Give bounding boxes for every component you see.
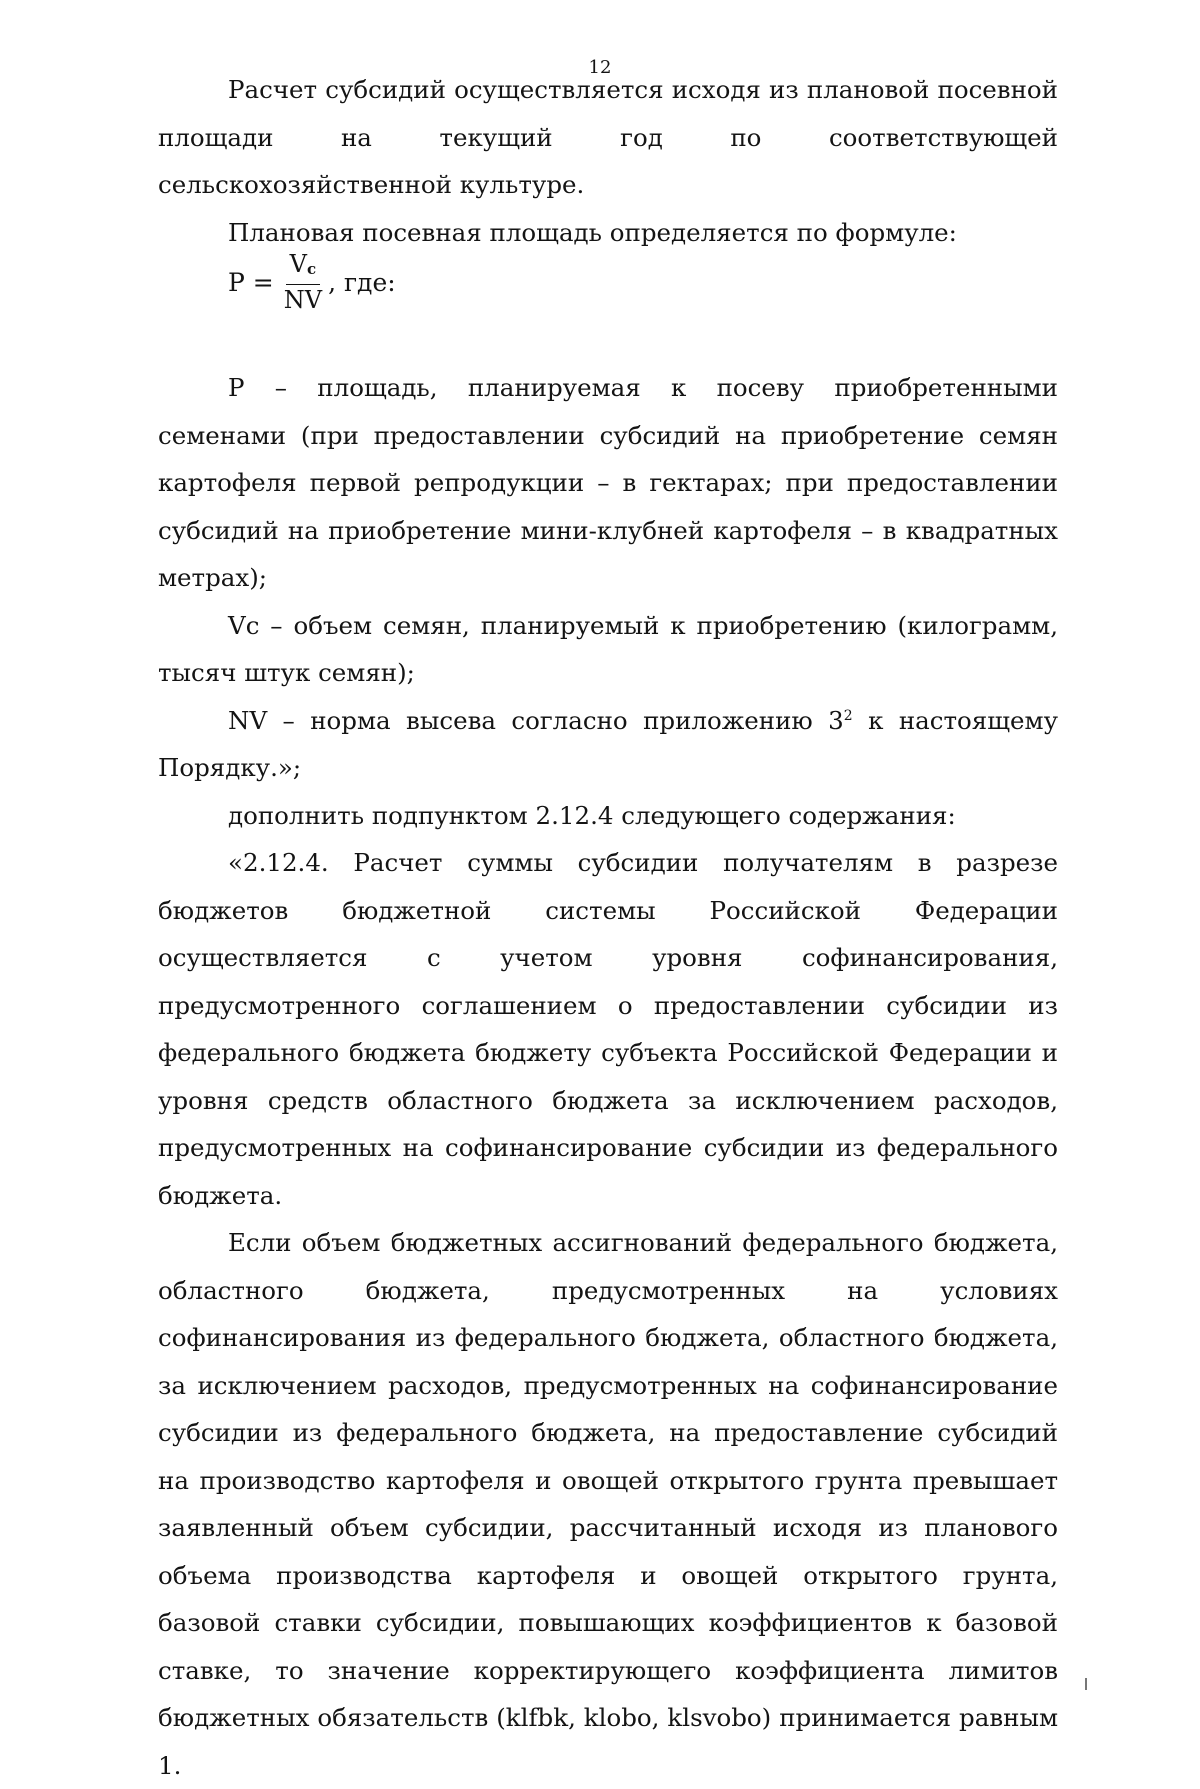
definition-nv-text: NV – норма высева согласно приложению 3 — [228, 705, 844, 735]
page-number: 12 — [588, 57, 612, 78]
formula-lhs: P = — [228, 267, 274, 297]
paragraph-budget-limits: Если объем бюджетных ассигнований федерального бюджета, областного бюджета, предусмотренных на условиях софинансирования из федерального бюджета, областного бюджета, за исключением расходов, предусмотренных на софинансирование субсидии из федерального бюджета, на предоставление субсидий на производство картофеля и овощей открытого грунта превышает заявленный объем субсидии, рассчитанный исходя из планового объема производства картофеля и овощей открытого грунта, базовой ставки субсидии, повышающих коэффициентов к базовой ставке, то значение корректирующего коэффициента лимитов бюджетных обязательств (klfbk, klobo, klsvobo) принимается равным 1. — [158, 1228, 1058, 1780]
formula-suffix: , где: — [328, 267, 396, 297]
formula-denominator: NV — [283, 286, 323, 314]
formula-numerator-symbol: V — [289, 250, 307, 278]
intro-paragraph-formula-lead: Плановая посевная площадь определяется по формуле: — [228, 217, 957, 247]
paragraph-2-12-4: «2.12.4. Расчет суммы субсидии получателям в разрезе бюджетов бюджетной системы Российской Федерации осуществляется с учетом уровня софинансирования, предусмотренного соглашением о предоставлении субсидии из федерального бюджета бюджету субъекта Российской Федерации и уровня средств областного бюджета за исключением расходов, предусмотренных на софинансирование субсидии из федерального бюджета. — [158, 848, 1058, 1210]
definition-nv — [158, 697, 1058, 792]
scan-artifact — [1085, 1678, 1087, 1690]
intro-section — [158, 66, 1058, 256]
intro-paragraph-calculation: Расчет субсидий осуществляется исходя из плановой посевной площади на текущий год по соответствующей сельскохозяйственной культуре. — [158, 75, 1058, 199]
definition-vc: Vc – объем семян, планируемый к приобретению (килограмм, тысяч штук семян); — [158, 610, 1058, 687]
definitions-section — [158, 364, 1058, 1789]
definition-nv-tail: к настоящему Порядку.»; — [158, 705, 1058, 782]
formula-numerator-subscript: c — [306, 260, 317, 278]
area-formula — [228, 250, 396, 314]
definition-p: P – площадь, планируемая к посеву приобретенными семенами (при предоставлении субсидий на приобретение семян картофеля первой репродукции – в гектарах; при предоставлении субсидий на приобретение мини-клубней картофеля – в квадратных метрах); — [158, 373, 1058, 592]
formula-fraction — [284, 250, 322, 314]
amendment-intro: дополнить подпунктом 2.12.4 следующего содержания: — [228, 800, 956, 830]
definition-nv-superscript: 2 — [843, 707, 853, 724]
formula-numerator — [286, 250, 320, 285]
